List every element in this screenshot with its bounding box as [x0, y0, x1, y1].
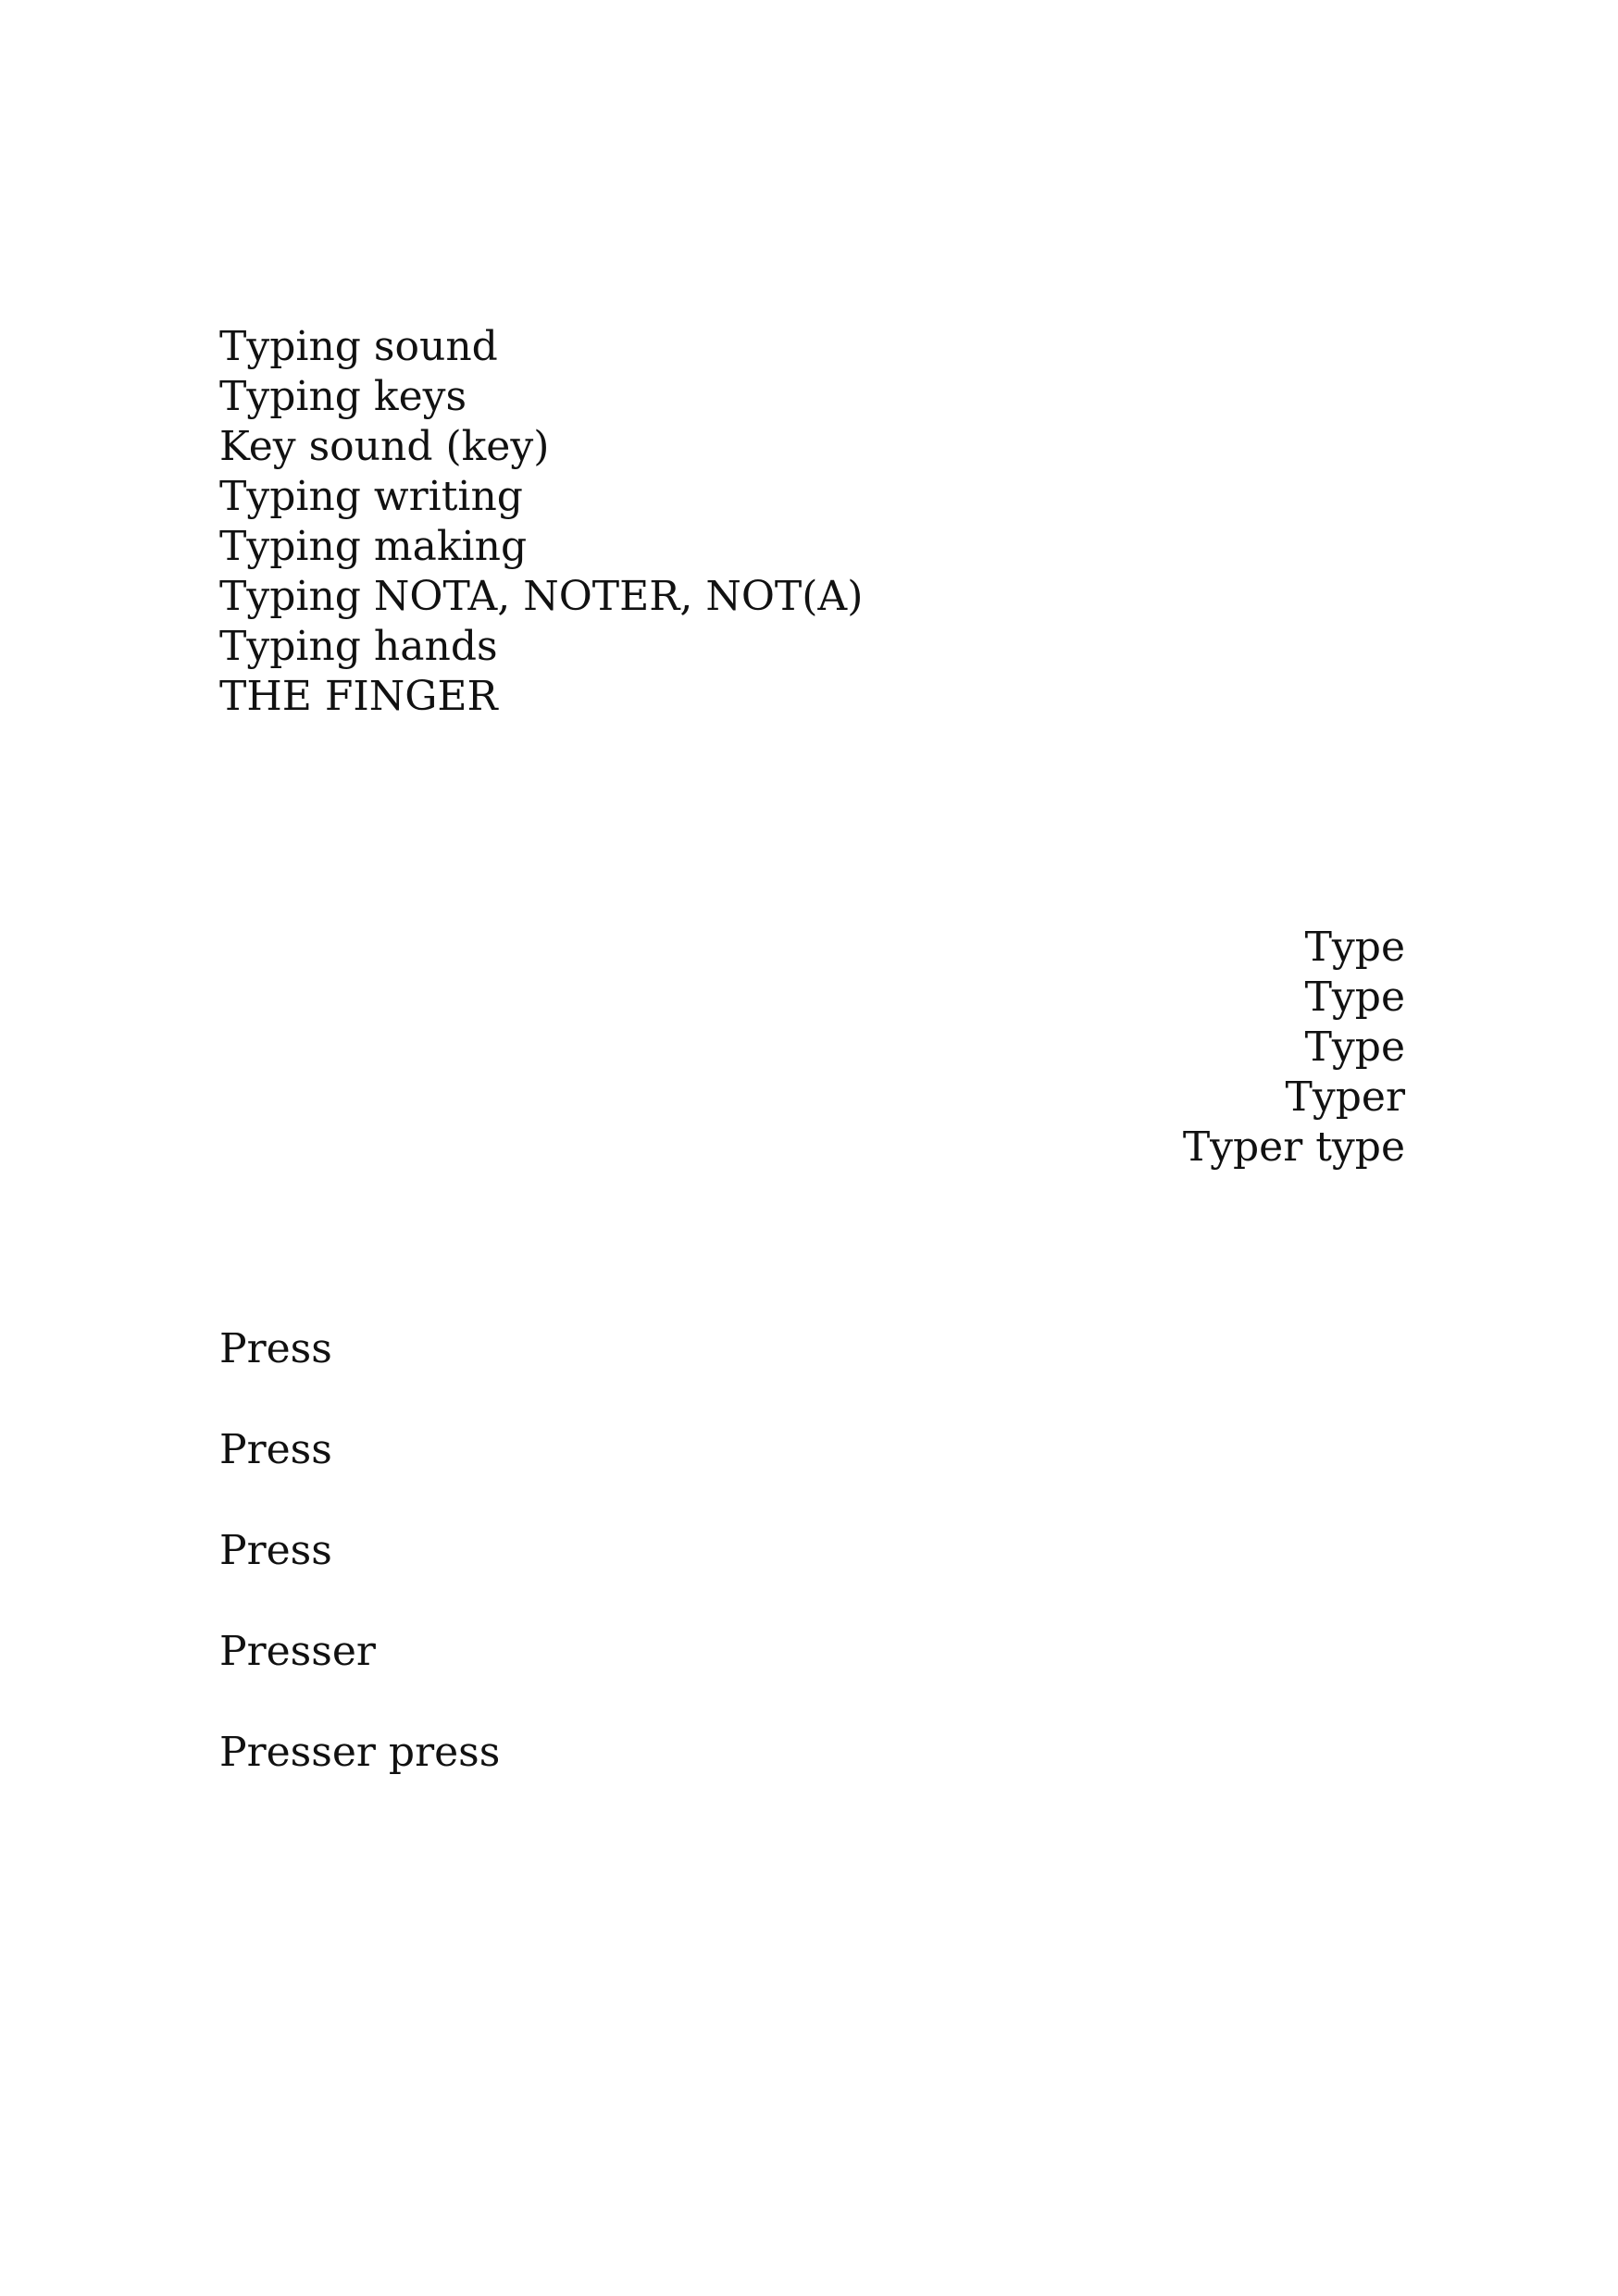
stanza-line: Typing NOTA, NOTER, NOT(A)	[219, 573, 864, 620]
stanza-line: Type	[1304, 1024, 1405, 1071]
stanza-line: Key sound (key)	[219, 423, 550, 470]
stanza-line: Typing writing	[219, 473, 523, 520]
stanza-line: Presser press	[219, 1729, 501, 1776]
stanza-line: Type	[1304, 974, 1405, 1021]
stanza-line: Press	[219, 1426, 332, 1473]
stanza-line: Typer	[1285, 1074, 1405, 1121]
stanza-type	[1183, 923, 1405, 1173]
stanza-line: Typing sound	[219, 323, 498, 370]
stanza-line: Typing hands	[219, 623, 498, 670]
stanza-line: Typing keys	[219, 373, 467, 420]
stanza-line: Press	[219, 1527, 332, 1574]
stanza-line: Type	[1304, 924, 1405, 971]
stanza-press	[219, 1324, 500, 1778]
stanza-line: Presser	[219, 1628, 376, 1675]
stanza-line: Press	[219, 1325, 332, 1372]
stanza-line: THE FINGER	[219, 673, 498, 720]
stanza-typing	[219, 322, 863, 722]
stanza-line: Typer type	[1182, 1123, 1405, 1171]
stanza-line: Typing making	[219, 523, 528, 570]
